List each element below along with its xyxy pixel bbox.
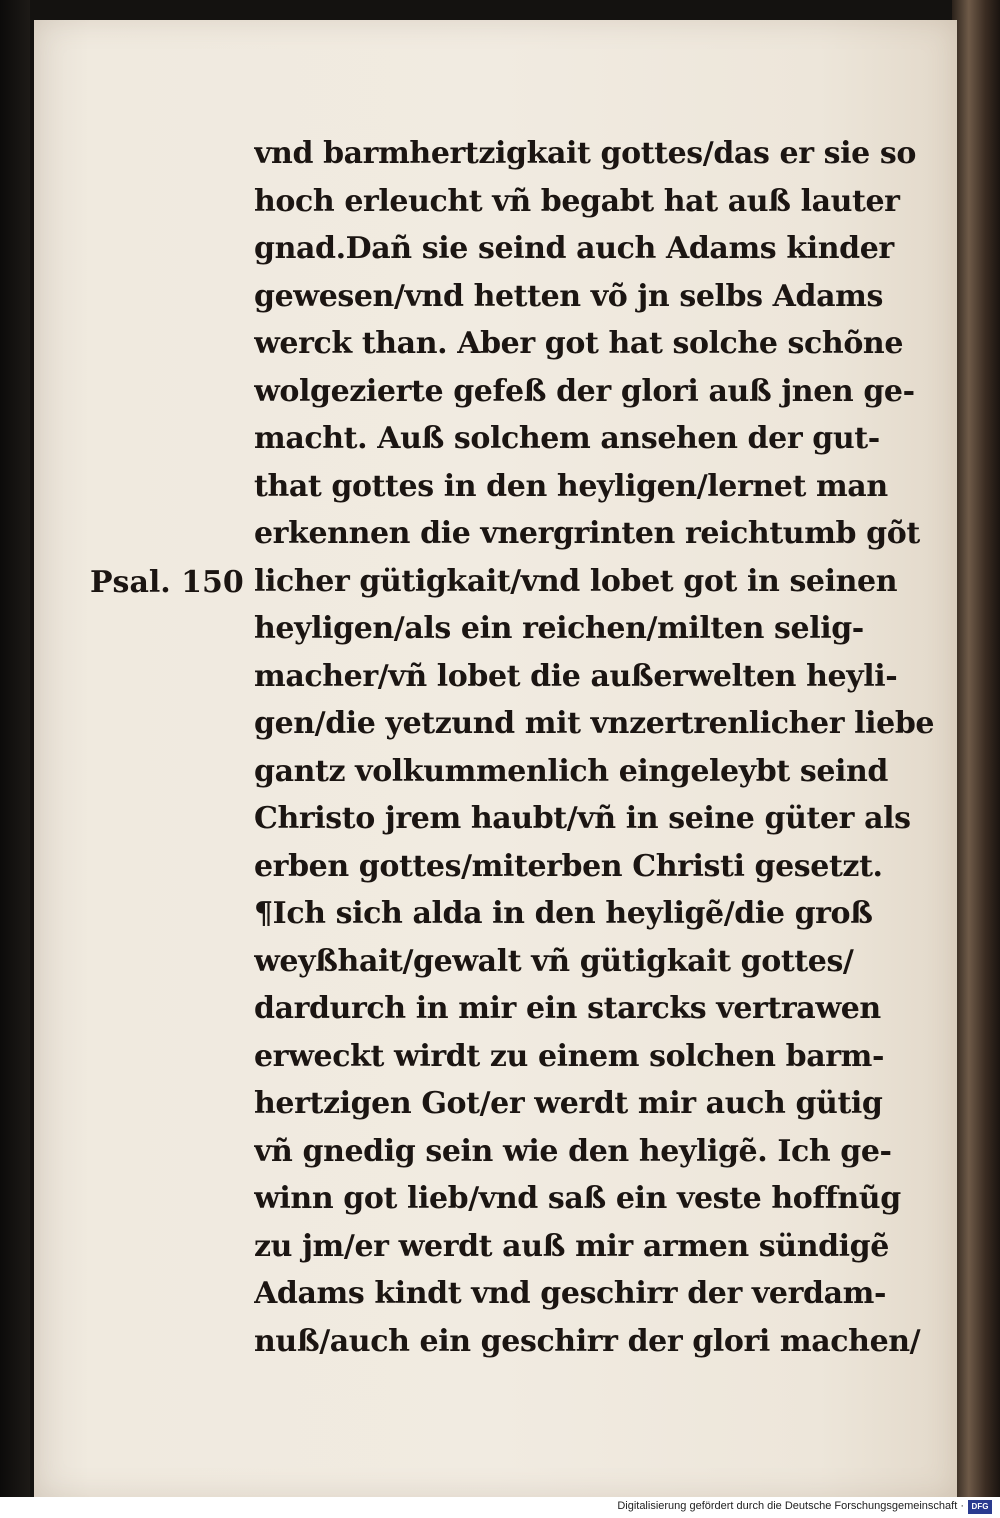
text-line-5: werck than. Aber got hat solche schõne bbox=[254, 326, 904, 361]
text-line-17: ¶Ich sich alda in den heyligẽ/die groß bbox=[254, 896, 873, 931]
text-line-9: erkennen die vnergrinten reichtumb gõt bbox=[254, 516, 920, 551]
text-line-11: heyligen/als ein reichen/milten selig- bbox=[254, 611, 864, 646]
text-line-26: nuß/auch ein geschirr der glori machen/ bbox=[254, 1323, 921, 1359]
dfg-logo-icon: DFG bbox=[968, 1500, 992, 1514]
text-line-16: erben gottes/miterben Christi gesetzt. bbox=[254, 848, 883, 884]
text-line-18: weyßhait/gewalt vñ gütigkait gottes/ bbox=[254, 943, 854, 979]
text-line-8: that gottes in den heyligen/lernet man bbox=[254, 468, 888, 504]
text-line-13: gen/die yetzund mit vnzertrenlicher liebe bbox=[254, 706, 935, 741]
marginal-note: Psal. 150 bbox=[90, 565, 244, 600]
digitization-footer bbox=[0, 1497, 1000, 1518]
facing-page-edge bbox=[0, 0, 30, 1497]
text-line-19: dardurch in mir ein starcks vertrawen bbox=[254, 991, 881, 1026]
text-line-25: Adams kindt vnd geschirr der verdam- bbox=[254, 1276, 887, 1311]
text-line-1: vnd barmhertzigkait gottes/das er sie so bbox=[254, 136, 916, 171]
text-line-3: gnad.Dañ sie seind auch Adams kinder bbox=[254, 231, 894, 266]
text-line-7: macht. Auß solchem ansehen der gut- bbox=[254, 421, 880, 456]
funding-credit: Digitalisierung gefördert durch die Deutsche Forschungsgemeinschaft · bbox=[617, 1500, 964, 1512]
text-line-10: licher gütigkait/vnd lobet got in seinen bbox=[254, 563, 898, 599]
text-line-22: vñ gnedig sein wie den heyligẽ. Ich ge- bbox=[254, 1133, 892, 1169]
text-line-21: hertzigen Got/er werdt mir auch gütig bbox=[254, 1086, 883, 1121]
text-line-12: macher/vñ lobet die außerwelten heyli- bbox=[254, 658, 898, 694]
text-line-4: gewesen/vnd hetten võ jn selbs Adams bbox=[254, 278, 883, 314]
text-line-6: wolgezierte gefeß der glori auß jnen ge- bbox=[254, 373, 915, 409]
text-line-15: Christo jrem haubt/vñ in seine güter als bbox=[254, 801, 911, 836]
text-line-24: zu jm/er werdt auß mir armen sündigẽ bbox=[254, 1228, 889, 1264]
book-edge bbox=[952, 0, 1000, 1497]
text-line-14: gantz volkummenlich eingeleybt seind bbox=[254, 753, 889, 789]
body-text bbox=[254, 130, 944, 1365]
text-line-23: winn got lieb/vnd saß ein veste hoffnũg bbox=[254, 1181, 901, 1216]
text-line-2: hoch erleucht vñ begabt hat auß lauter bbox=[254, 183, 900, 219]
text-line-20: erweckt wirdt zu einem solchen barm- bbox=[254, 1038, 885, 1074]
